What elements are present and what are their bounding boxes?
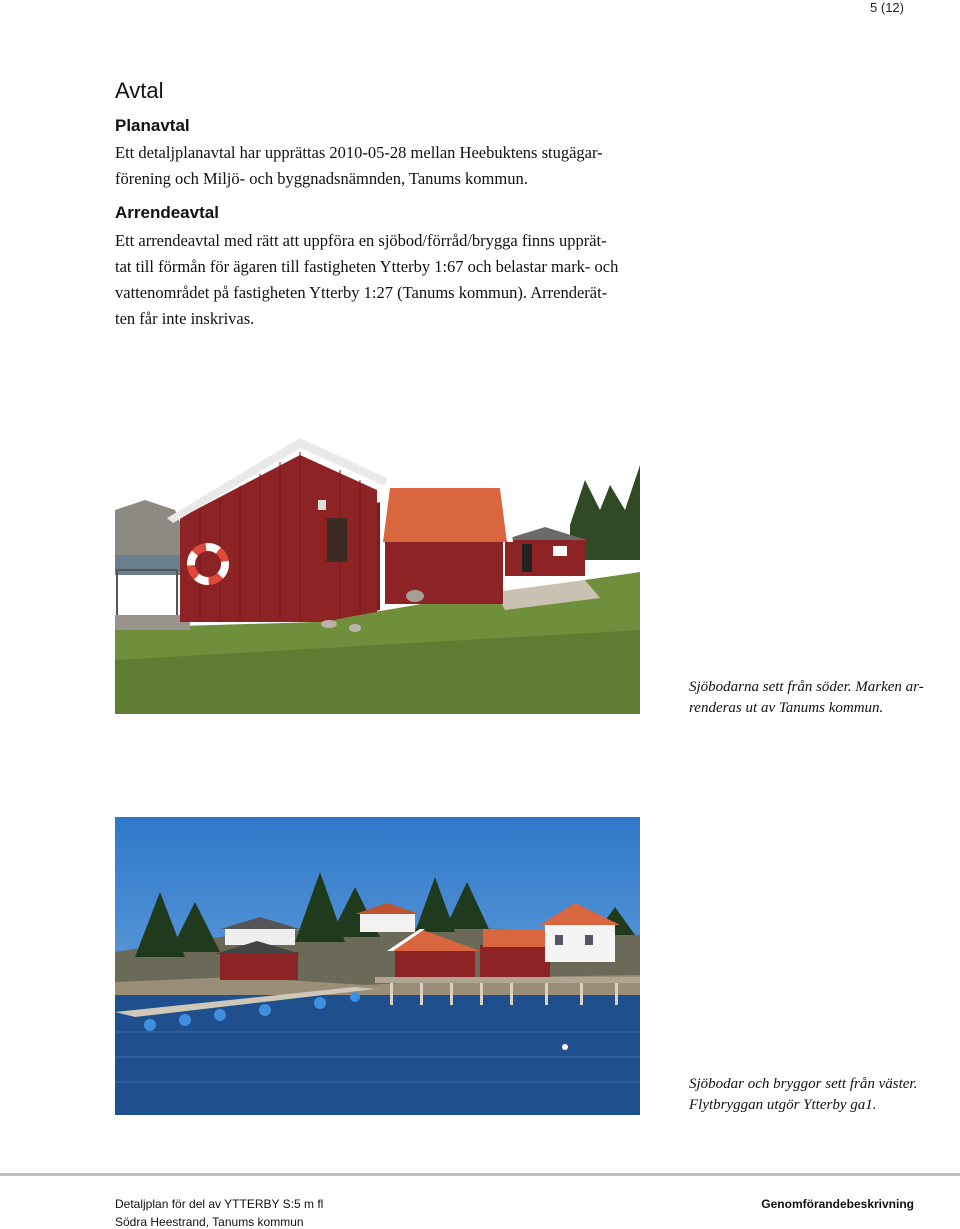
photo1-caption-line: renderas ut av Tanums kommun. [689,700,884,716]
page-number: 5 (12) [870,0,904,15]
footer-location: Södra Heestrand, Tanums kommun [115,1215,304,1229]
planavtal-line: Ett detaljplanavtal har upprättas 2010-05-28 mellan Heebuktens stugägar- [115,143,603,162]
arrendeavtal-line: tat till förmån för ägaren till fastigheten Ytterby 1:67 och belastar mark- och [115,257,619,276]
photo2-caption-line: Sjöbodar och bryggor sett från väster. [689,1076,918,1092]
arrendeavtal-line: Ett arrendeavtal med rätt att uppföra en sjöbod/förråd/brygga finns upprät- [115,231,607,250]
planavtal-heading: Planavtal [115,116,190,135]
boathouses-south-photo [115,360,640,714]
arrendeavtal-paragraph [115,228,645,332]
photo2-caption [689,1074,939,1116]
section-title: Avtal [115,78,164,103]
planavtal-line: förening och Miljö- och byggnadsnämnden, Tanums kommun. [115,169,528,188]
boathouses-west-photo [115,817,640,1115]
footer-divider [0,1173,960,1176]
photo1-caption-line: Sjöbodarna sett från söder. Marken ar- [689,679,924,695]
footer-document-type: Genomförandebeskrivning [761,1197,914,1211]
photo1-caption [689,677,939,719]
arrendeavtal-line: vattenområdet på fastigheten Ytterby 1:27 (Tanums kommun). Arrenderät- [115,283,608,302]
arrendeavtal-heading: Arrendeavtal [115,203,219,222]
arrendeavtal-line: ten får inte inskrivas. [115,309,255,328]
planavtal-paragraph [115,140,645,192]
footer-plan-name: Detaljplan för del av YTTERBY S:5 m fl [115,1197,324,1211]
photo2-caption-line: Flytbryggan utgör Ytterby ga1. [689,1097,877,1113]
